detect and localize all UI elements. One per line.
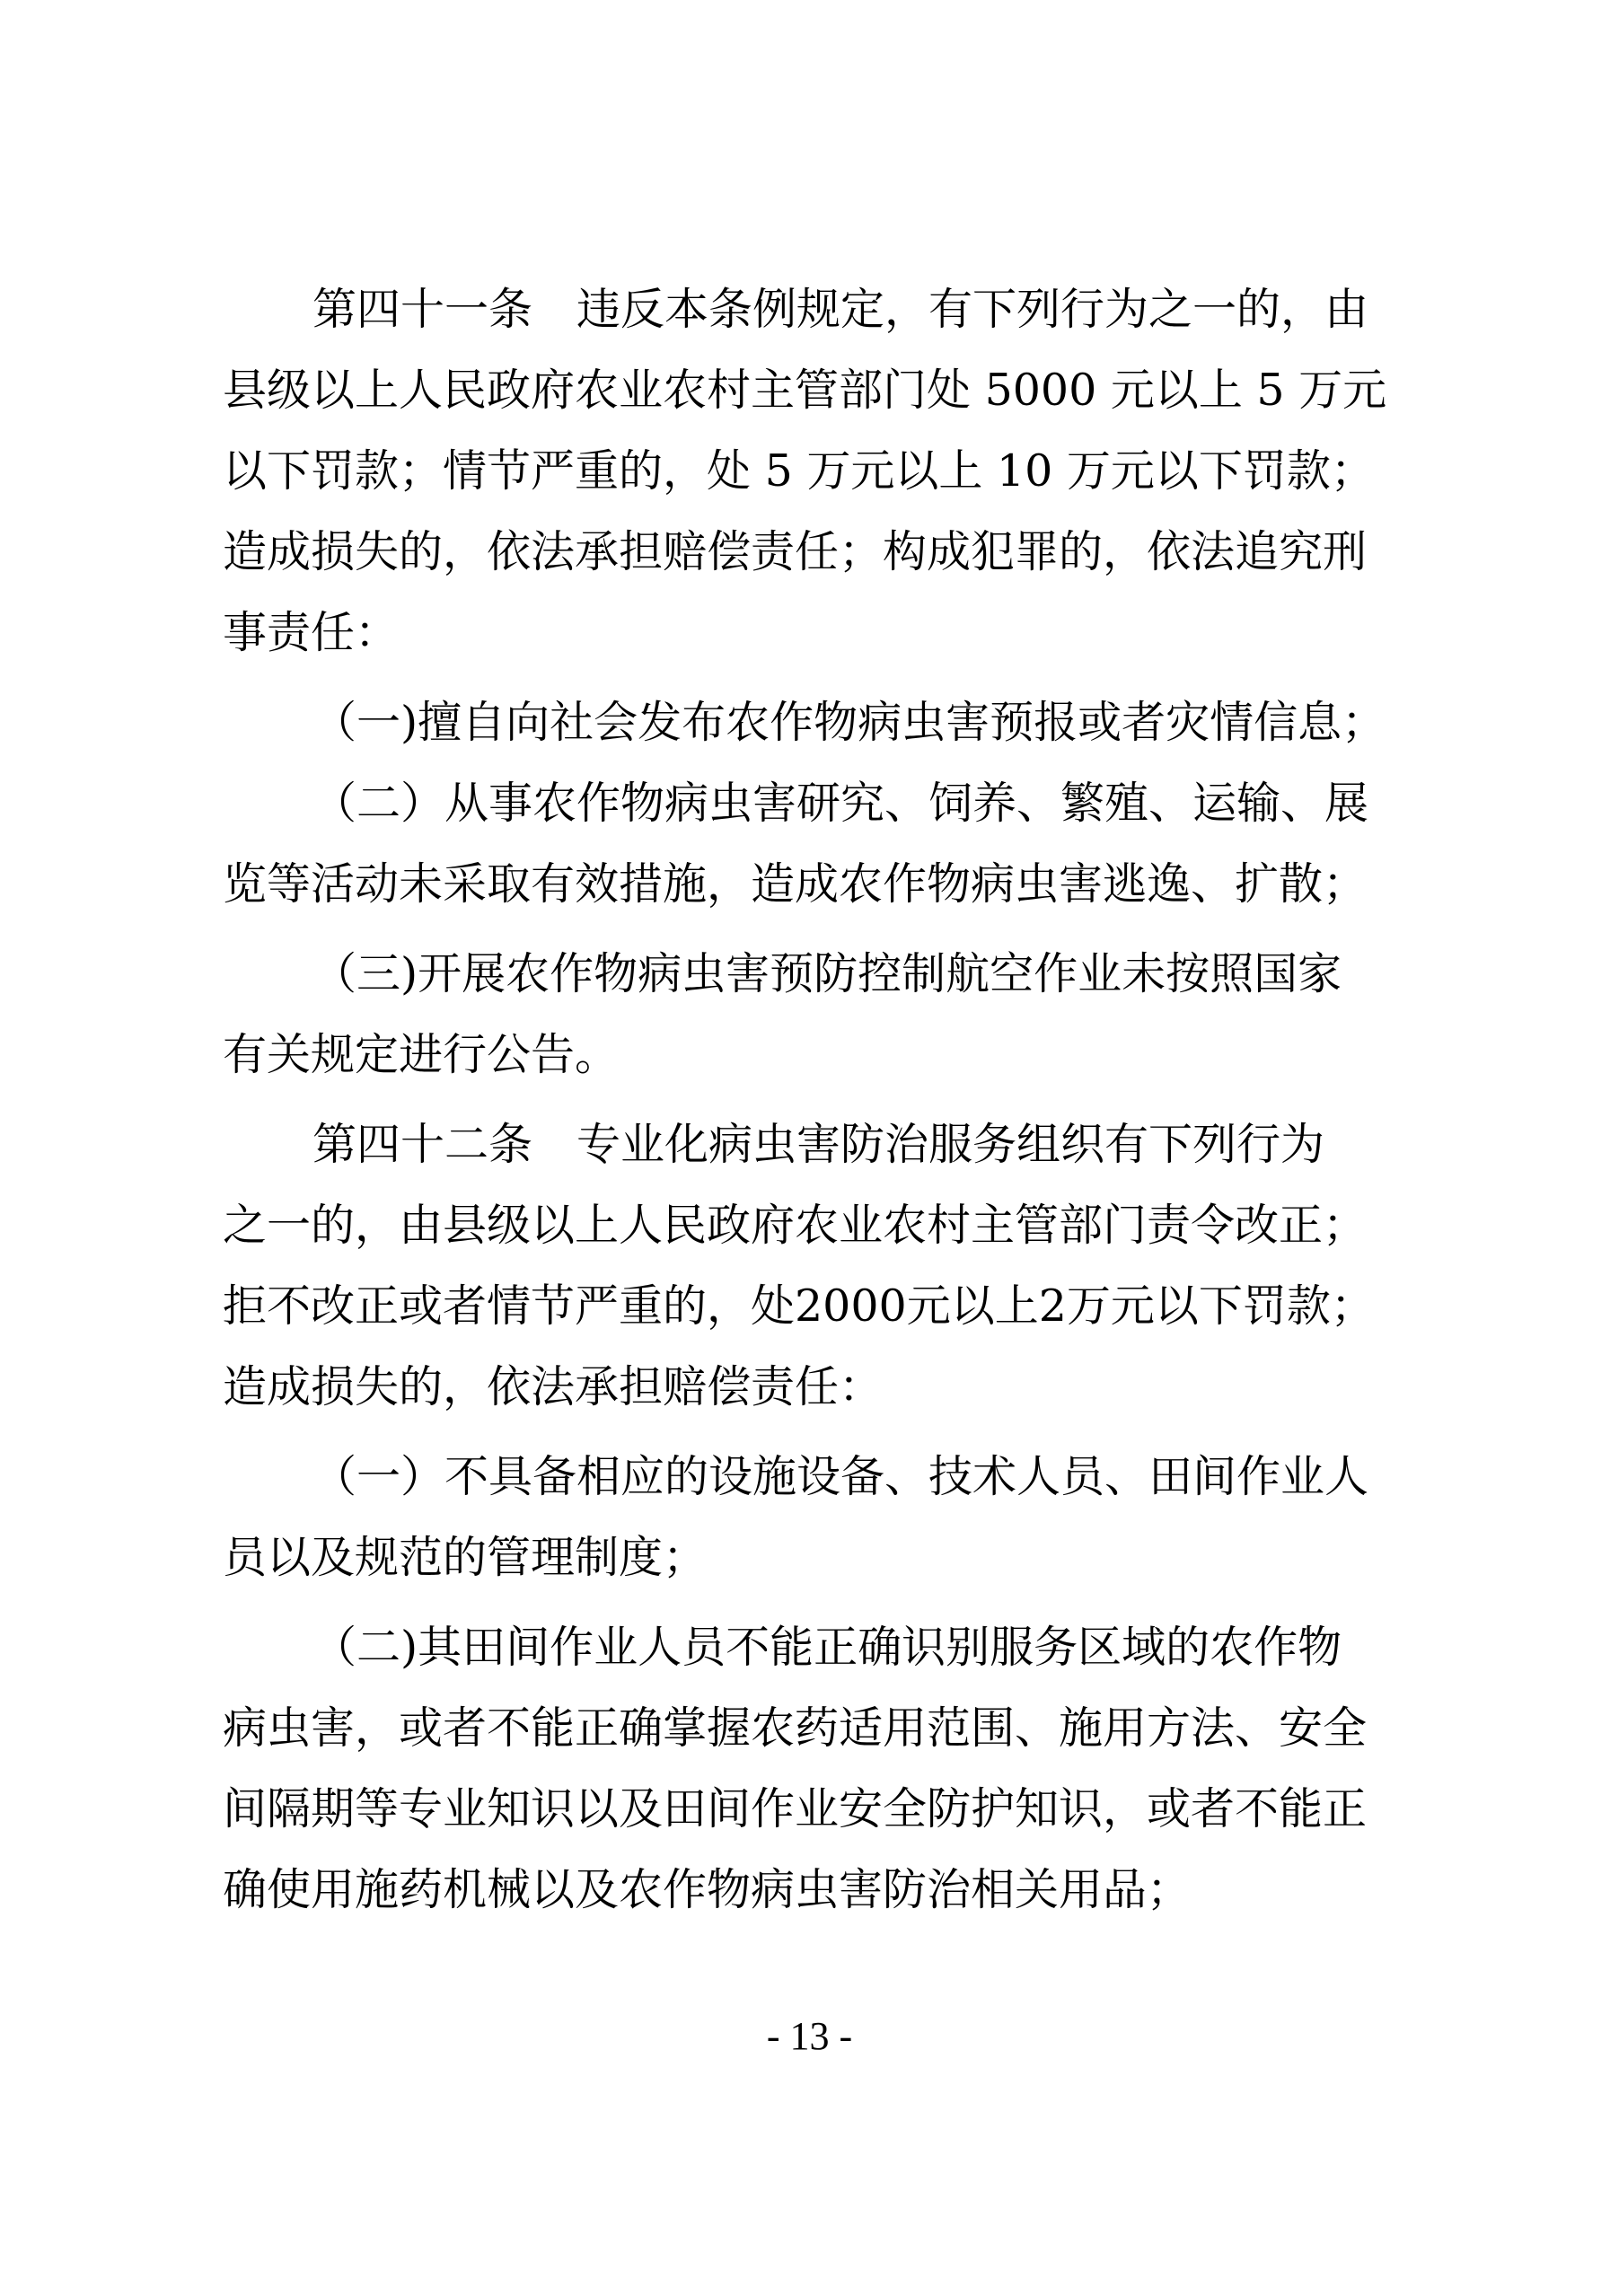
article-42-item-2-line-3: 间隔期等专业知识以及田间作业安全防护知识，或者不能正 <box>223 1783 1368 1834</box>
article-41-line-4: 造成损失的，依法承担赔偿责任；构成犯罪的，依法追究刑 <box>223 526 1368 577</box>
article-41-item-2-line-1: （二）从事农作物病虫害研究、饲养、繁殖、运输、展 <box>312 778 1369 829</box>
article-41-item-3-line-1: （三)开展农作物病虫害预防控制航空作业未按照国家 <box>312 948 1342 999</box>
article-42-item-1-line-1: （一）不具备相应的设施设备、技术人员、田间作业人 <box>312 1451 1369 1502</box>
article-41-line-2: 县级以上人民政府农业农村主管部门处 5000 元以上 5 万元 <box>223 365 1387 416</box>
article-42-item-2-line-4: 确使用施药机械以及农作物病虫害防治相关用品； <box>223 1864 1192 1915</box>
article-42-item-2-line-1: （二)其田间作业人员不能正确识别服务区域的农作物 <box>312 1622 1342 1673</box>
article-42-item-2-line-2: 病虫害，或者不能正确掌握农药适用范围、施用方法、安全 <box>223 1702 1368 1754</box>
article-42-line-4: 造成损失的，依法承担赔偿责任： <box>223 1361 884 1412</box>
article-42-item-1-line-2: 员以及规范的管理制度； <box>223 1532 708 1583</box>
page-number: - 13 - <box>766 2014 853 2058</box>
article-41-line-3: 以下罚款；情节严重的，处 5 万元以上 10 万元以下罚款； <box>223 445 1375 497</box>
article-41-item-3-line-2: 有关规定进行公告。 <box>223 1029 620 1080</box>
article-42-line-1: 第四十二条 专业化病虫害防治服务组织有下列行为 <box>312 1119 1325 1170</box>
article-42-line-2: 之一的，由县级以上人民政府农业农村主管部门责令改正； <box>223 1200 1368 1251</box>
article-41-item-1: （一)擅自向社会发布农作物病虫害预报或者灾情信息； <box>312 697 1386 748</box>
article-41-line-5: 事责任： <box>223 607 400 658</box>
article-41-item-2-line-2: 览等活动未采取有效措施，造成农作物病虫害逃逸、扩散； <box>223 858 1368 910</box>
article-42-line-3: 拒不改正或者情节严重的，处2000元以上2万元以下罚款； <box>223 1280 1375 1332</box>
article-41-line-1: 第四十一条 违反本条例规定，有下列行为之一的，由 <box>312 284 1369 335</box>
